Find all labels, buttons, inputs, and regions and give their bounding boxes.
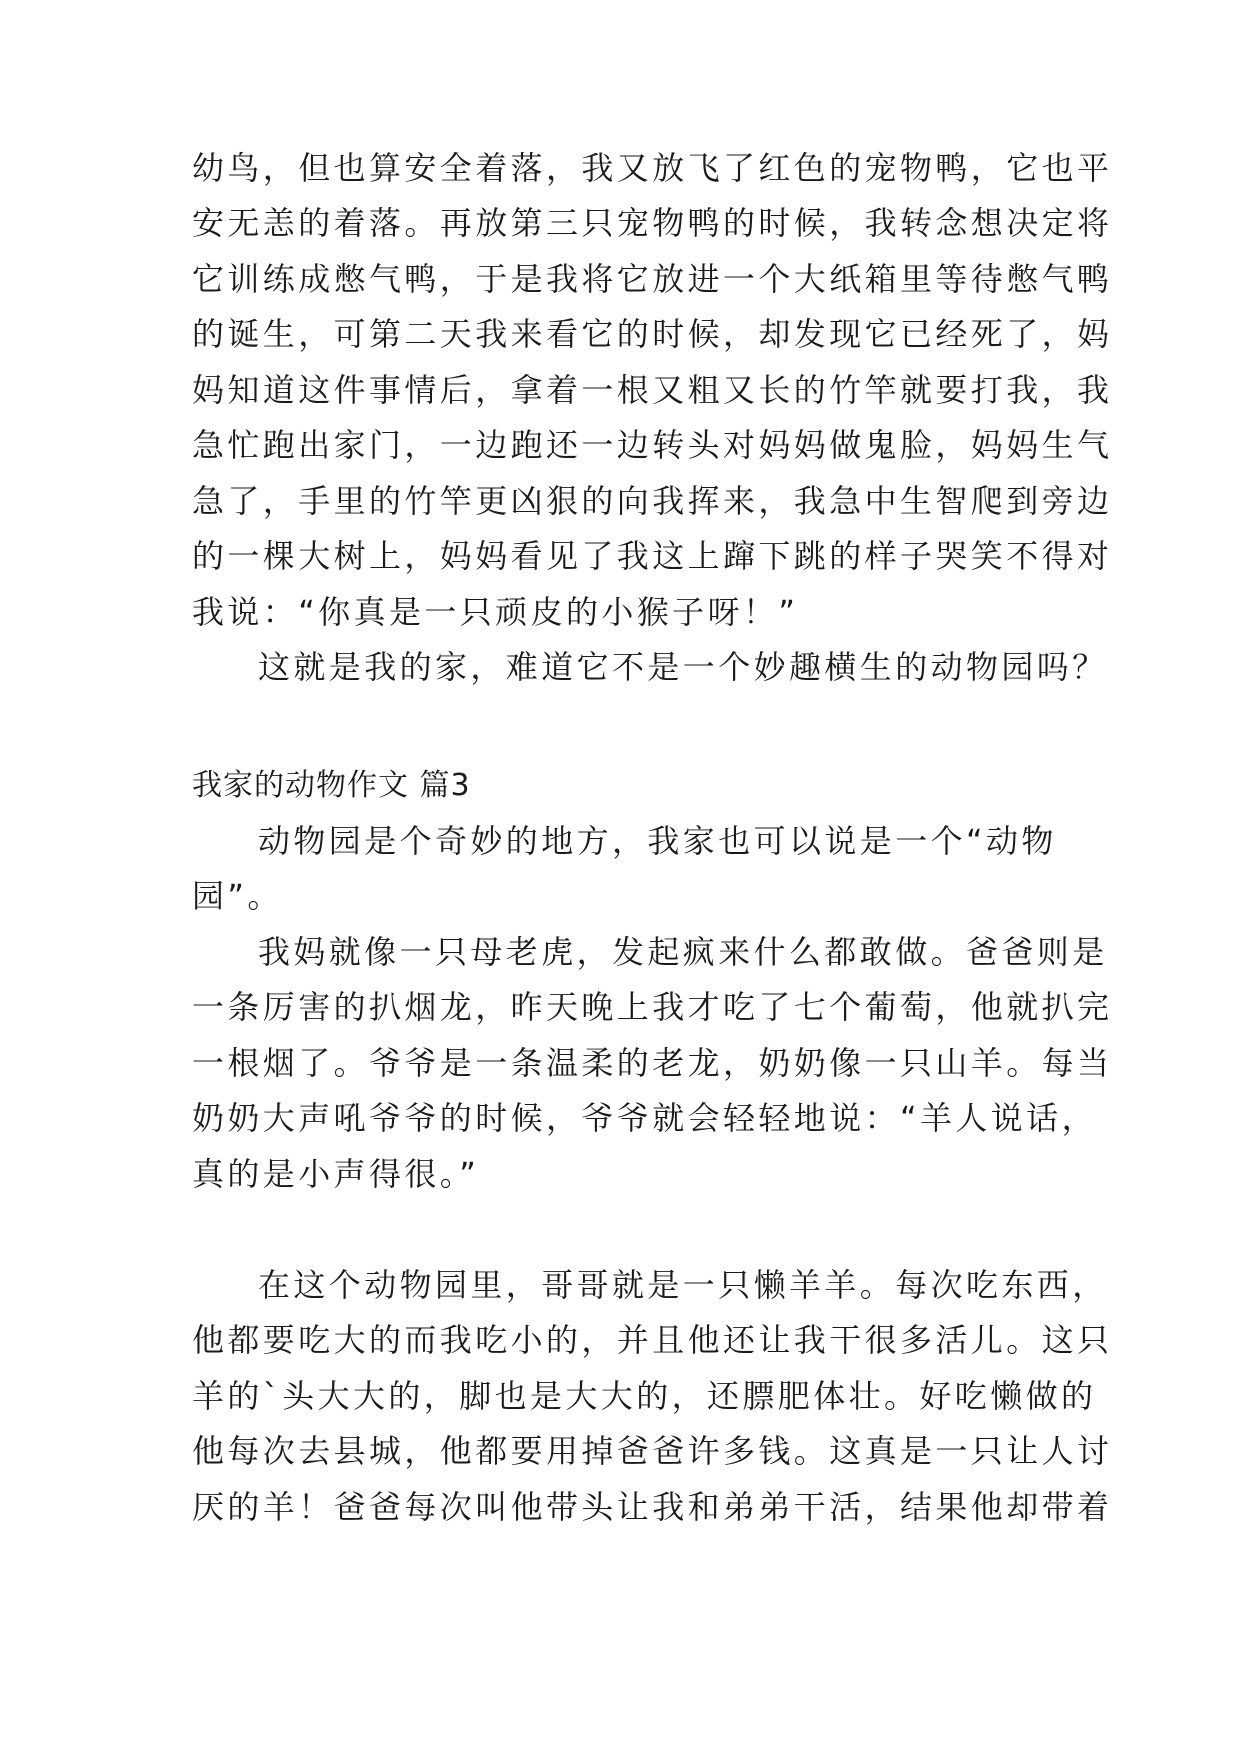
paragraph-line: 动物园是个奇妙的地方，我家也可以说是一个“动物: [258, 822, 1057, 860]
section-heading: 我家的动物作文 篇3: [192, 768, 471, 803]
paragraph-line: 园”。: [192, 877, 283, 915]
paragraph-line: 的一棵大树上，妈妈看见了我这上蹿下跳的样子哭笑不得对: [192, 537, 1113, 575]
paragraph-line: 急了，手里的竹竿更凶狠的向我挥来，我急中生智爬到旁边: [192, 482, 1113, 520]
paragraph-line: 我说：“你真是一只顽皮的小猴子呀！”: [192, 593, 799, 631]
paragraph-line: 我妈就像一只母老虎，发起疯来什么都敢做。爸爸则是: [258, 933, 1108, 971]
paragraph-line: 真的是小声得很。”: [192, 1155, 480, 1193]
paragraph-line: 安无恙的着落。再放第三只宠物鸭的时候，我转念想决定将: [192, 204, 1113, 242]
paragraph-line: 他每次去县城，他都要用掉爸爸许多钱。这真是一只让人讨: [192, 1432, 1113, 1470]
paragraph-line: 一条厉害的扒烟龙，昨天晚上我才吃了七个葡萄，他就扒完: [192, 988, 1113, 1026]
paragraph-line: 的诞生，可第二天我来看它的时候，却发现它已经死了，妈: [192, 315, 1113, 353]
paragraph-line: 急忙跑出家门，一边跑还一边转头对妈妈做鬼脸，妈妈生气: [192, 426, 1113, 464]
paragraph-line: 幼鸟，但也算安全着落，我又放飞了红色的宠物鸭，它也平: [192, 149, 1113, 187]
paragraph-line: 奶奶大声吼爷爷的时候，爷爷就会轻轻地说：“羊人说话，: [192, 1099, 1097, 1137]
paragraph-line: 在这个动物园里，哥哥就是一只懒羊羊。每次吃东西，: [258, 1266, 1108, 1304]
paragraph-line: 一根烟了。爷爷是一条温柔的老龙，奶奶像一只山羊。每当: [192, 1044, 1113, 1082]
paragraph-line: 他都要吃大的而我吃小的，并且他还让我干很多活儿。这只: [192, 1321, 1113, 1359]
paragraph-line: 它训练成憋气鸭，于是我将它放进一个大纸箱里等待憋气鸭: [192, 260, 1113, 298]
paragraph-line: 妈知道这件事情后，拿着一根又粗又长的竹竿就要打我，我: [192, 371, 1113, 409]
closing-paragraph: 这就是我的家，难道它不是一个妙趣横生的动物园吗？: [258, 648, 1108, 686]
paragraph-line: 厌的羊！爸爸每次叫他带头让我和弟弟干活，结果他却带着: [192, 1488, 1113, 1526]
paragraph-line: 羊的`头大大的，脚也是大大的，还膘肥体壮。好吃懒做的: [192, 1377, 1097, 1415]
